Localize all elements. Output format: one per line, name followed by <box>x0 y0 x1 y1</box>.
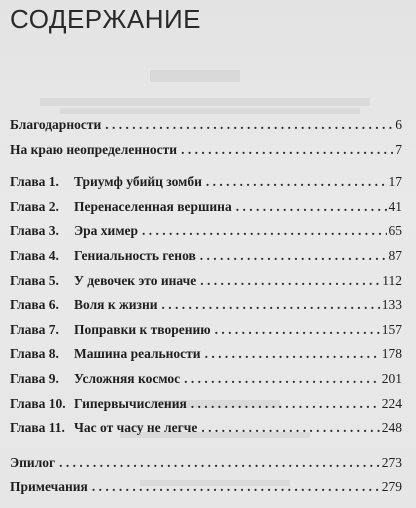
toc-entry <box>10 396 402 421</box>
chapter-label: Глава 8. <box>10 346 59 362</box>
chapter-label: Глава 5. <box>10 272 59 288</box>
toc-entry <box>10 223 402 248</box>
toc-entry-title: Благодарности <box>10 117 102 132</box>
toc-page-number: 17 <box>388 174 402 190</box>
toc-page-number: 178 <box>381 346 402 362</box>
toc-page-number: 6 <box>395 117 402 132</box>
toc-page-number: 201 <box>381 370 402 386</box>
toc-entry <box>10 371 402 396</box>
toc-page-number: 87 <box>388 247 402 263</box>
toc-entry <box>10 248 402 273</box>
toc-entry <box>10 142 402 167</box>
toc-entry <box>10 346 402 371</box>
dot-leader <box>200 248 387 264</box>
toc-entry <box>10 455 402 480</box>
dot-leader <box>92 479 380 495</box>
dot-leader <box>200 273 380 289</box>
toc-entry-title: Гипервычисления <box>74 395 187 411</box>
toc-entry-title: Эра химер <box>74 223 139 239</box>
table-of-contents <box>10 117 402 504</box>
bleed-through-band <box>40 98 370 106</box>
toc-entry <box>10 479 402 504</box>
toc-entry-title: Эпилог <box>10 454 56 470</box>
page-title: СОДЕРЖАНИЕ <box>10 4 202 34</box>
chapter-label: Глава 4. <box>10 247 59 263</box>
toc-entry <box>10 322 402 347</box>
toc-page-number: 273 <box>381 454 402 470</box>
bleed-through-band <box>60 108 360 114</box>
toc-entry <box>10 297 402 322</box>
toc-entry-title: Машина реальности <box>74 346 201 362</box>
dot-leader <box>59 455 380 471</box>
toc-entry <box>10 174 402 199</box>
toc-page-number: 41 <box>388 198 402 214</box>
chapter-label: Глава 7. <box>10 321 59 337</box>
toc-entry-title: Воля к жизни <box>74 297 158 313</box>
chapter-label: Глава 11. <box>10 420 65 436</box>
toc-page-number: 157 <box>381 321 402 337</box>
toc-page-number: 65 <box>388 223 402 239</box>
dot-leader <box>236 199 387 215</box>
chapter-label: Глава 1. <box>10 174 59 190</box>
toc-entry-title: У девочек это иначе <box>74 272 197 288</box>
bleed-through-band <box>150 70 240 82</box>
dot-leader <box>205 346 380 362</box>
chapter-label: Глава 2. <box>10 198 59 214</box>
dot-leader <box>201 420 379 436</box>
dot-leader <box>142 223 386 239</box>
toc-entry-title: Триумф убийц зомби <box>74 174 202 190</box>
dot-leader <box>105 117 393 133</box>
dot-leader <box>191 396 380 412</box>
dot-leader <box>215 322 380 338</box>
toc-entry <box>10 117 402 142</box>
toc-entry-title: Гениальность генов <box>74 247 196 263</box>
toc-page-number: 112 <box>382 272 402 288</box>
chapter-label: Глава 6. <box>10 297 59 313</box>
toc-entry-title: Час от часу не легче <box>74 420 198 436</box>
toc-page-number: 248 <box>381 420 402 436</box>
toc-entry <box>10 273 402 298</box>
dot-leader <box>206 174 387 190</box>
toc-page-number: 133 <box>381 297 402 313</box>
toc-page-number: 224 <box>381 395 402 411</box>
chapter-label: Глава 10. <box>10 395 66 411</box>
toc-entry-title: На краю неопределенности <box>10 141 178 157</box>
toc-entry-title: Перенаселенная вершина <box>74 198 232 214</box>
toc-entry <box>10 199 402 224</box>
toc-entry-title: Примечания <box>10 479 88 495</box>
toc-page-number: 279 <box>381 479 402 495</box>
chapter-label: Глава 9. <box>10 370 59 386</box>
chapter-label: Глава 3. <box>10 223 59 239</box>
toc-entry-title: Поправки к творению <box>74 321 211 337</box>
toc-page-number: 7 <box>395 141 402 157</box>
dot-leader <box>162 297 380 313</box>
dot-leader <box>181 142 393 158</box>
toc-entry <box>10 420 402 445</box>
dot-leader <box>184 371 380 387</box>
toc-entry-title: Усложняя космос <box>74 370 181 386</box>
